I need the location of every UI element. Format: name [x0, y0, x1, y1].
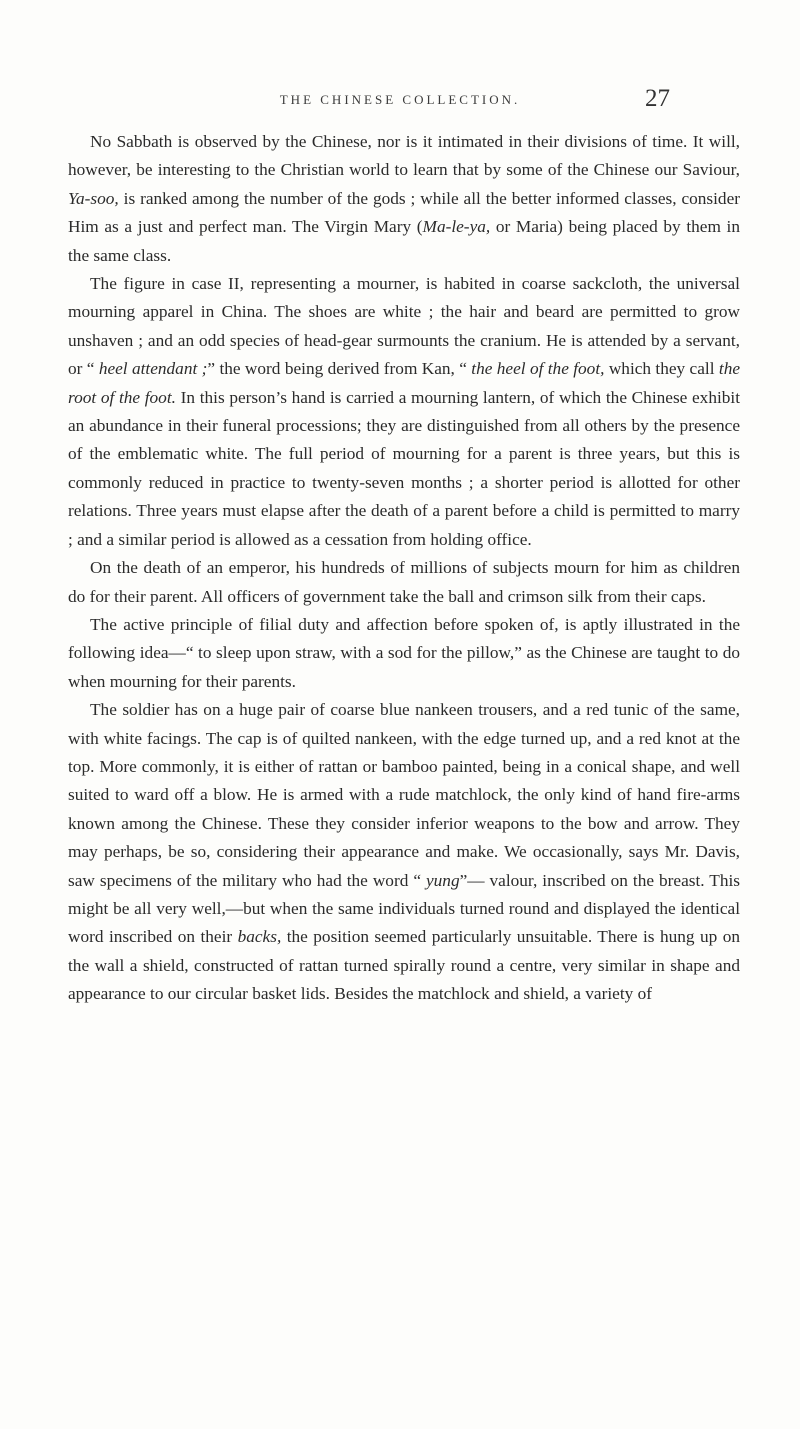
text-run: is ranked among the number of the gods ; while all the better informed classes, consider Him as a just and perfect man. The Virgin Mary ( — [68, 188, 740, 237]
text-run: ” the word being derived from Kan, “ — [207, 359, 472, 379]
paragraph — [68, 554, 740, 611]
text-run: the position seemed particularly unsuitable. There is hung up on the wall a shield, constructed of rattan turned spirally round a centre, very similar in shape and appearance to our circular basket lids. Besides the matchlock and shield, a variety of — [68, 927, 740, 1004]
paragraph — [68, 696, 740, 1008]
italic-text: the heel of the foot, — [471, 359, 605, 379]
text-run: In this person’s hand is carried a mourning lantern, of which the Chinese exhibit an abundance in their funeral processions; they are distinguished from all others by the presence of the emblematic white. The full period of mourning for a parent is three years, but this is commonly reduced in practice to twenty-seven months ; a shorter period is allotted for other relations. Three years must elapse after the death of a parent before a child is permitted to marry ; and a similar period is allowed as a cessation from holding office. — [68, 387, 741, 549]
italic-text: heel attendant ; — [98, 359, 208, 379]
italic-text: Ya-soo, — [68, 188, 119, 208]
italic-text: Ma-le-ya, — [422, 217, 491, 237]
body-text — [68, 128, 740, 1009]
text-run: The figure in case II, representing a mourner, is habited in coarse sackcloth, the universal mourning apparel in China. The shoes are white ; the hair and beard are permitted to grow unshaven ; and an odd species of head-gear surmounts the cranium. He is attended by a servant, or “ — [68, 274, 740, 379]
text-run: ”— valour, inscribed on the breast. This might be all very well,—but when the same individuals turned round and displayed the identical word inscribed on their — [68, 870, 740, 947]
paragraph — [68, 611, 740, 696]
running-title: THE CHINESE COLLECTION. — [279, 92, 521, 107]
text-run: which they call — [604, 359, 719, 379]
running-head — [0, 85, 800, 112]
text-run: The soldier has on a huge pair of coarse blue nankeen trousers, and a red tunic of the same, with white facings. The cap is of quilted nankeen, with the edge turned up, and a red knot at the top. More commonly, it is either of rattan or bamboo painted, being in a conical shape, and well suited to ward off a blow. He is armed with a rude matchlock, the only kind of hand fire-arms known among the Chinese. These they consider inferior weapons to the bow and arrow. They may perhaps, be so, considering their appearance and make. We occasionally, says Mr. Davis, saw specimens of the military who had the word “ — [68, 700, 740, 890]
italic-text: yung — [426, 870, 460, 890]
italic-text: the root of the foot. — [68, 359, 741, 407]
page-number: 27 — [645, 85, 670, 112]
paragraph — [68, 128, 740, 270]
text-run: On the death of an emperor, his hundreds of millions of subjects mourn for him as children do for their parent. All officers of government take the ball and crimson silk from their caps. — [68, 558, 740, 606]
italic-text: backs, — [237, 927, 282, 947]
text-run: The active principle of filial duty and affection before spoken of, is aptly illustrated in the following idea—“ to sleep upon straw, with a sod for the pillow,” as the Chinese are taught to do when mourning for their parents. — [68, 614, 740, 691]
paragraph — [68, 270, 740, 554]
text-run: or Maria) being placed by them in the same class. — [68, 217, 740, 265]
text-run: No Sabbath is observed by the Chinese, nor is it intimated in their divisions of time. It will, however, be interesting to the Christian world to learn that by some of the Chinese our Saviour, — [68, 132, 740, 180]
